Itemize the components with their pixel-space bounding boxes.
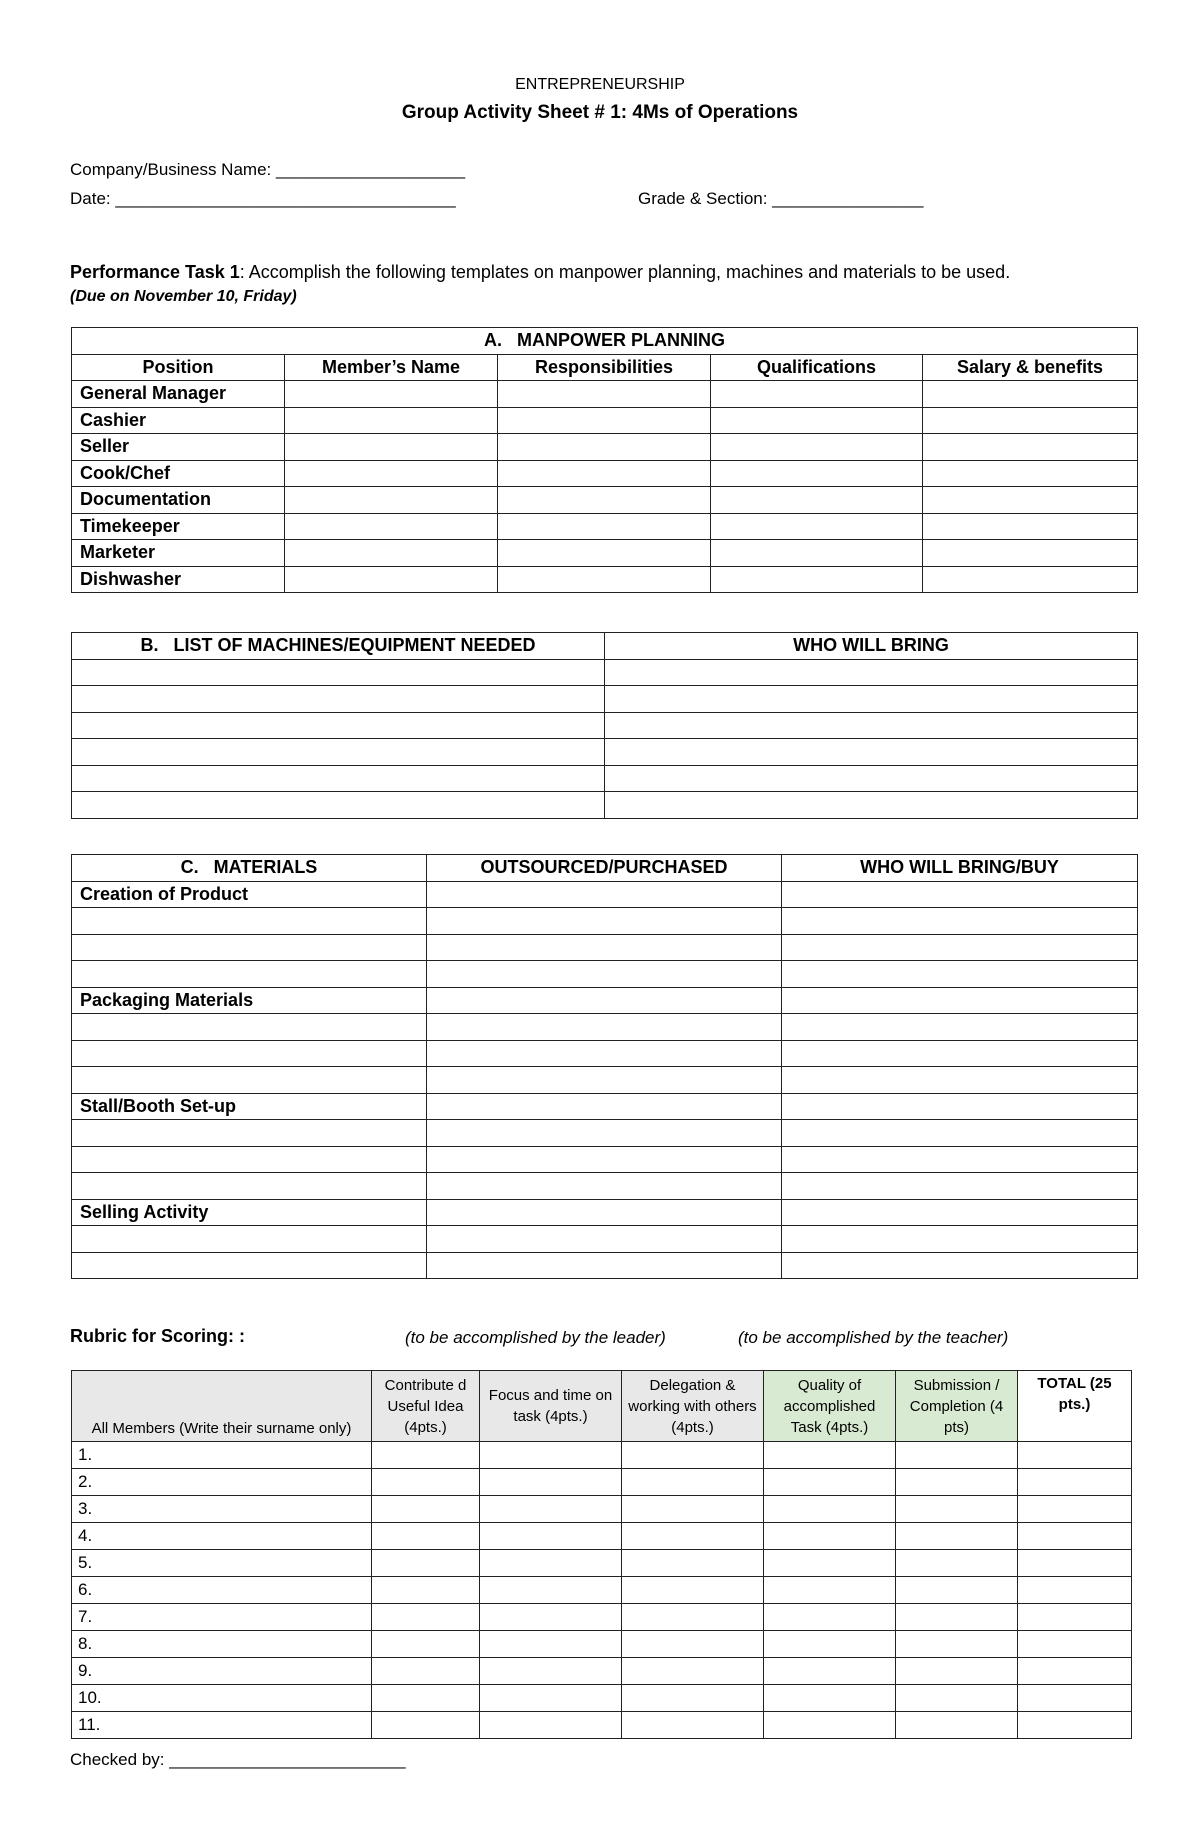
score-cell[interactable]	[622, 1496, 764, 1523]
member-number-cell[interactable]: 8.	[72, 1631, 372, 1658]
score-cell[interactable]	[622, 1550, 764, 1577]
member-number-cell[interactable]: 11.	[72, 1712, 372, 1739]
score-cell[interactable]	[480, 1442, 622, 1469]
blank-cell[interactable]	[923, 434, 1138, 461]
blank-cell[interactable]	[923, 513, 1138, 540]
member-number-cell[interactable]: 5.	[72, 1550, 372, 1577]
table-row	[72, 513, 1138, 540]
member-number-cell[interactable]: 2.	[72, 1469, 372, 1496]
table-row	[72, 1252, 1138, 1279]
score-cell[interactable]	[480, 1685, 622, 1712]
score-cell[interactable]	[764, 1442, 896, 1469]
table-row	[72, 460, 1138, 487]
score-cell[interactable]	[1018, 1523, 1132, 1550]
table-row	[72, 487, 1138, 514]
blank-cell[interactable]	[782, 881, 1138, 908]
blank-cell[interactable]	[498, 513, 711, 540]
total-header: TOTAL (25 pts.)	[1018, 1371, 1132, 1442]
who-will-bring-cell[interactable]	[605, 792, 1138, 819]
table-row	[72, 1604, 1132, 1631]
score-cell[interactable]	[480, 1631, 622, 1658]
position-cell: Documentation	[72, 487, 285, 514]
blank-cell[interactable]	[782, 1093, 1138, 1120]
table-row	[72, 1120, 1138, 1147]
blank-cell[interactable]	[427, 1146, 782, 1173]
table-row	[72, 1173, 1138, 1200]
score-cell[interactable]	[622, 1631, 764, 1658]
blank-cell[interactable]	[285, 407, 498, 434]
member-number-cell[interactable]: 1.	[72, 1442, 372, 1469]
material-section-label: Packaging Materials	[72, 987, 427, 1014]
who-will-bring-header: WHO WILL BRING	[605, 633, 1138, 660]
score-cell[interactable]	[622, 1469, 764, 1496]
score-cell[interactable]	[1018, 1685, 1132, 1712]
score-cell[interactable]	[764, 1469, 896, 1496]
score-cell[interactable]	[896, 1577, 1018, 1604]
score-cell[interactable]	[480, 1496, 622, 1523]
score-cell[interactable]	[764, 1604, 896, 1631]
position-cell: Seller	[72, 434, 285, 461]
manpower-table	[71, 327, 1138, 593]
member-number-cell[interactable]: 6.	[72, 1577, 372, 1604]
criterion-delegation: Delegation & working with others (4pts.)	[622, 1371, 764, 1442]
blank-cell[interactable]	[427, 987, 782, 1014]
score-cell[interactable]	[1018, 1469, 1132, 1496]
equipment-cell[interactable]	[72, 739, 605, 766]
table-row	[72, 739, 1138, 766]
table-row	[72, 1040, 1138, 1067]
score-cell[interactable]	[896, 1712, 1018, 1739]
table-row	[72, 961, 1138, 988]
blank-cell[interactable]	[782, 961, 1138, 988]
blank-cell[interactable]	[782, 1173, 1138, 1200]
position-cell: General Manager	[72, 381, 285, 408]
blank-cell[interactable]	[427, 934, 782, 961]
blank-cell[interactable]	[72, 908, 427, 935]
blank-cell[interactable]	[72, 1146, 427, 1173]
score-cell[interactable]	[764, 1712, 896, 1739]
table-row	[72, 659, 1138, 686]
score-cell[interactable]	[764, 1523, 896, 1550]
blank-cell[interactable]	[285, 487, 498, 514]
blank-cell[interactable]	[72, 1226, 427, 1253]
task-label: Performance Task 1	[70, 262, 240, 282]
col-member-name: Member’s Name	[285, 354, 498, 381]
table-row	[72, 686, 1138, 713]
score-cell[interactable]	[896, 1604, 1018, 1631]
blank-cell[interactable]	[782, 1040, 1138, 1067]
score-cell[interactable]	[1018, 1658, 1132, 1685]
table-row	[72, 1712, 1132, 1739]
blank-cell[interactable]	[498, 460, 711, 487]
score-cell[interactable]	[372, 1631, 480, 1658]
blank-cell[interactable]	[498, 566, 711, 593]
blank-cell[interactable]	[72, 1120, 427, 1147]
score-cell[interactable]	[480, 1523, 622, 1550]
member-number-cell[interactable]: 3.	[72, 1496, 372, 1523]
score-cell[interactable]	[764, 1631, 896, 1658]
position-cell: Timekeeper	[72, 513, 285, 540]
section-row	[72, 1199, 1138, 1226]
blank-cell[interactable]	[285, 513, 498, 540]
date-field[interactable]: Date: ____________________________________	[70, 189, 456, 208]
materials-header: C. MATERIALS	[72, 855, 427, 882]
section-row	[72, 881, 1138, 908]
blank-cell[interactable]	[72, 1014, 427, 1041]
blank-cell[interactable]	[498, 381, 711, 408]
machines-header: B. LIST OF MACHINES/EQUIPMENT NEEDED	[72, 633, 605, 660]
due-date: (Due on November 10, Friday)	[70, 288, 297, 305]
who-will-bring-cell[interactable]	[605, 659, 1138, 686]
blank-cell[interactable]	[782, 908, 1138, 935]
score-cell[interactable]	[896, 1685, 1018, 1712]
teacher-note: (to be accomplished by the teacher)	[738, 1328, 1009, 1347]
blank-cell[interactable]	[427, 1252, 782, 1279]
blank-cell[interactable]	[72, 934, 427, 961]
blank-cell[interactable]	[782, 1067, 1138, 1094]
materials-table	[71, 854, 1138, 1279]
blank-cell[interactable]	[72, 1067, 427, 1094]
task-text: : Accomplish the following templates on manpower planning, machines and materials to be used.	[239, 262, 1011, 282]
col-salary-benefits: Salary & benefits	[923, 354, 1138, 381]
outsourced-purchased-header: OUTSOURCED/PURCHASED	[427, 855, 782, 882]
table-row	[72, 765, 1138, 792]
score-cell[interactable]	[622, 1712, 764, 1739]
blank-cell[interactable]	[923, 381, 1138, 408]
blank-cell[interactable]	[782, 1146, 1138, 1173]
criterion-focus-time: Focus and time on task (4pts.)	[480, 1371, 622, 1442]
blank-cell[interactable]	[782, 987, 1138, 1014]
table-row	[72, 1550, 1132, 1577]
equipment-cell[interactable]	[72, 792, 605, 819]
score-cell[interactable]	[896, 1631, 1018, 1658]
score-cell[interactable]	[896, 1496, 1018, 1523]
blank-cell[interactable]	[782, 1252, 1138, 1279]
table-row	[72, 381, 1138, 408]
blank-cell[interactable]	[923, 540, 1138, 567]
score-cell[interactable]	[1018, 1577, 1132, 1604]
table-row	[72, 566, 1138, 593]
leader-note: (to be accomplished by the leader)	[405, 1328, 666, 1347]
section-row	[72, 987, 1138, 1014]
score-cell[interactable]	[622, 1442, 764, 1469]
table-row	[72, 712, 1138, 739]
table-row	[72, 908, 1138, 935]
score-cell[interactable]	[372, 1577, 480, 1604]
blank-cell[interactable]	[427, 1199, 782, 1226]
rubric-rows	[72, 1442, 1132, 1739]
table-row	[72, 1523, 1132, 1550]
blank-cell[interactable]	[72, 1252, 427, 1279]
table-row	[72, 1577, 1132, 1604]
blank-cell[interactable]	[427, 1093, 782, 1120]
subject-heading: ENTREPRENEURSHIP	[515, 76, 685, 93]
who-will-bring-cell[interactable]	[605, 739, 1138, 766]
equipment-cell[interactable]	[72, 765, 605, 792]
checked-by-field[interactable]: Checked by: _________________________	[70, 1750, 406, 1769]
score-cell[interactable]	[480, 1658, 622, 1685]
score-cell[interactable]	[372, 1496, 480, 1523]
blank-cell[interactable]	[427, 1067, 782, 1094]
blank-cell[interactable]	[72, 961, 427, 988]
score-cell[interactable]	[764, 1577, 896, 1604]
blank-cell[interactable]	[923, 460, 1138, 487]
score-cell[interactable]	[480, 1550, 622, 1577]
table-row	[72, 407, 1138, 434]
blank-cell[interactable]	[923, 566, 1138, 593]
equipment-cell[interactable]	[72, 712, 605, 739]
score-cell[interactable]	[896, 1550, 1018, 1577]
machines-table	[71, 632, 1138, 819]
machines-rows	[72, 659, 1138, 818]
score-cell[interactable]	[1018, 1442, 1132, 1469]
blank-cell[interactable]	[285, 540, 498, 567]
blank-cell[interactable]	[285, 460, 498, 487]
manpower-rows	[72, 381, 1138, 593]
blank-cell[interactable]	[498, 434, 711, 461]
score-cell[interactable]	[372, 1550, 480, 1577]
section-row	[72, 1093, 1138, 1120]
blank-cell[interactable]	[711, 513, 923, 540]
blank-cell[interactable]	[782, 1226, 1138, 1253]
equipment-cell[interactable]	[72, 659, 605, 686]
score-cell[interactable]	[372, 1604, 480, 1631]
blank-cell[interactable]	[711, 460, 923, 487]
score-cell[interactable]	[896, 1442, 1018, 1469]
position-cell: Marketer	[72, 540, 285, 567]
materials-rows	[72, 881, 1138, 1279]
score-cell[interactable]	[1018, 1604, 1132, 1631]
position-cell: Cashier	[72, 407, 285, 434]
blank-cell[interactable]	[782, 934, 1138, 961]
material-section-label: Stall/Booth Set-up	[72, 1093, 427, 1120]
equipment-cell[interactable]	[72, 686, 605, 713]
score-cell[interactable]	[372, 1469, 480, 1496]
score-cell[interactable]	[896, 1469, 1018, 1496]
score-cell[interactable]	[764, 1685, 896, 1712]
blank-cell[interactable]	[711, 566, 923, 593]
table-row	[72, 1658, 1132, 1685]
blank-cell[interactable]	[285, 381, 498, 408]
blank-cell[interactable]	[498, 540, 711, 567]
rubric-label: Rubric for Scoring: :	[70, 1326, 245, 1346]
table-row	[72, 1067, 1138, 1094]
blank-cell[interactable]	[923, 407, 1138, 434]
blank-cell[interactable]	[782, 1014, 1138, 1041]
table-row	[72, 1631, 1132, 1658]
member-number-cell[interactable]: 4.	[72, 1523, 372, 1550]
table-row	[72, 1469, 1132, 1496]
material-section-label: Selling Activity	[72, 1199, 427, 1226]
blank-cell[interactable]	[427, 1014, 782, 1041]
table-row	[72, 934, 1138, 961]
score-cell[interactable]	[622, 1523, 764, 1550]
score-cell[interactable]	[764, 1658, 896, 1685]
blank-cell[interactable]	[711, 381, 923, 408]
blank-cell[interactable]	[427, 1040, 782, 1067]
table-row	[72, 1442, 1132, 1469]
score-cell[interactable]	[764, 1496, 896, 1523]
who-will-bring-cell[interactable]	[605, 712, 1138, 739]
col-position: Position	[72, 354, 285, 381]
company-name-field[interactable]: Company/Business Name: ____________________	[70, 160, 466, 179]
score-cell[interactable]	[622, 1604, 764, 1631]
table-row	[72, 1146, 1138, 1173]
who-will-bring-cell[interactable]	[605, 765, 1138, 792]
score-cell[interactable]	[622, 1658, 764, 1685]
rubric-table	[71, 1370, 1132, 1739]
table-row	[72, 792, 1138, 819]
blank-cell[interactable]	[923, 487, 1138, 514]
blank-cell[interactable]	[711, 407, 923, 434]
who-will-bring-buy-header: WHO WILL BRING/BUY	[782, 855, 1138, 882]
position-cell: Cook/Chef	[72, 460, 285, 487]
score-cell[interactable]	[622, 1577, 764, 1604]
blank-cell[interactable]	[285, 566, 498, 593]
member-number-cell[interactable]: 9.	[72, 1658, 372, 1685]
blank-cell[interactable]	[498, 407, 711, 434]
score-cell[interactable]	[1018, 1712, 1132, 1739]
position-cell: Dishwasher	[72, 566, 285, 593]
blank-cell[interactable]	[711, 540, 923, 567]
blank-cell[interactable]	[427, 881, 782, 908]
table-row	[72, 1226, 1138, 1253]
blank-cell[interactable]	[427, 1120, 782, 1147]
who-will-bring-cell[interactable]	[605, 686, 1138, 713]
score-cell[interactable]	[480, 1469, 622, 1496]
score-cell[interactable]	[372, 1523, 480, 1550]
score-cell[interactable]	[896, 1523, 1018, 1550]
score-cell[interactable]	[896, 1658, 1018, 1685]
blank-cell[interactable]	[72, 1040, 427, 1067]
members-header: All Members (Write their surname only)	[72, 1371, 372, 1442]
score-cell[interactable]	[1018, 1496, 1132, 1523]
score-cell[interactable]	[480, 1604, 622, 1631]
criterion-submission: Submission / Completion (4 pts)	[896, 1371, 1018, 1442]
score-cell[interactable]	[372, 1712, 480, 1739]
blank-cell[interactable]	[711, 434, 923, 461]
performance-task	[70, 262, 1140, 283]
score-cell[interactable]	[1018, 1631, 1132, 1658]
col-qualifications: Qualifications	[711, 354, 923, 381]
grade-section-field[interactable]: Grade & Section: ________________	[638, 189, 924, 208]
blank-cell[interactable]	[72, 1173, 427, 1200]
score-cell[interactable]	[480, 1712, 622, 1739]
blank-cell[interactable]	[427, 1226, 782, 1253]
score-cell[interactable]	[1018, 1550, 1132, 1577]
score-cell[interactable]	[372, 1658, 480, 1685]
table-row	[72, 434, 1138, 461]
blank-cell[interactable]	[782, 1199, 1138, 1226]
score-cell[interactable]	[622, 1685, 764, 1712]
table-row	[72, 1496, 1132, 1523]
table-row	[72, 540, 1138, 567]
blank-cell[interactable]	[498, 487, 711, 514]
blank-cell[interactable]	[782, 1120, 1138, 1147]
criterion-useful-idea: Contribute d Useful Idea (4pts.)	[372, 1371, 480, 1442]
manpower-title: A. MANPOWER PLANNING	[72, 328, 1138, 355]
table-row	[72, 1014, 1138, 1041]
blank-cell[interactable]	[427, 908, 782, 935]
score-cell[interactable]	[372, 1442, 480, 1469]
score-cell[interactable]	[372, 1685, 480, 1712]
material-section-label: Creation of Product	[72, 881, 427, 908]
col-responsibilities: Responsibilities	[498, 354, 711, 381]
criterion-quality: Quality of accomplished Task (4pts.)	[764, 1371, 896, 1442]
blank-cell[interactable]	[285, 434, 498, 461]
member-number-cell[interactable]: 10.	[72, 1685, 372, 1712]
table-row	[72, 1685, 1132, 1712]
blank-cell[interactable]	[427, 1173, 782, 1200]
blank-cell[interactable]	[427, 961, 782, 988]
member-number-cell[interactable]: 7.	[72, 1604, 372, 1631]
score-cell[interactable]	[764, 1550, 896, 1577]
score-cell[interactable]	[480, 1577, 622, 1604]
sheet-title: Group Activity Sheet # 1: 4Ms of Operations	[401, 102, 799, 123]
blank-cell[interactable]	[711, 487, 923, 514]
